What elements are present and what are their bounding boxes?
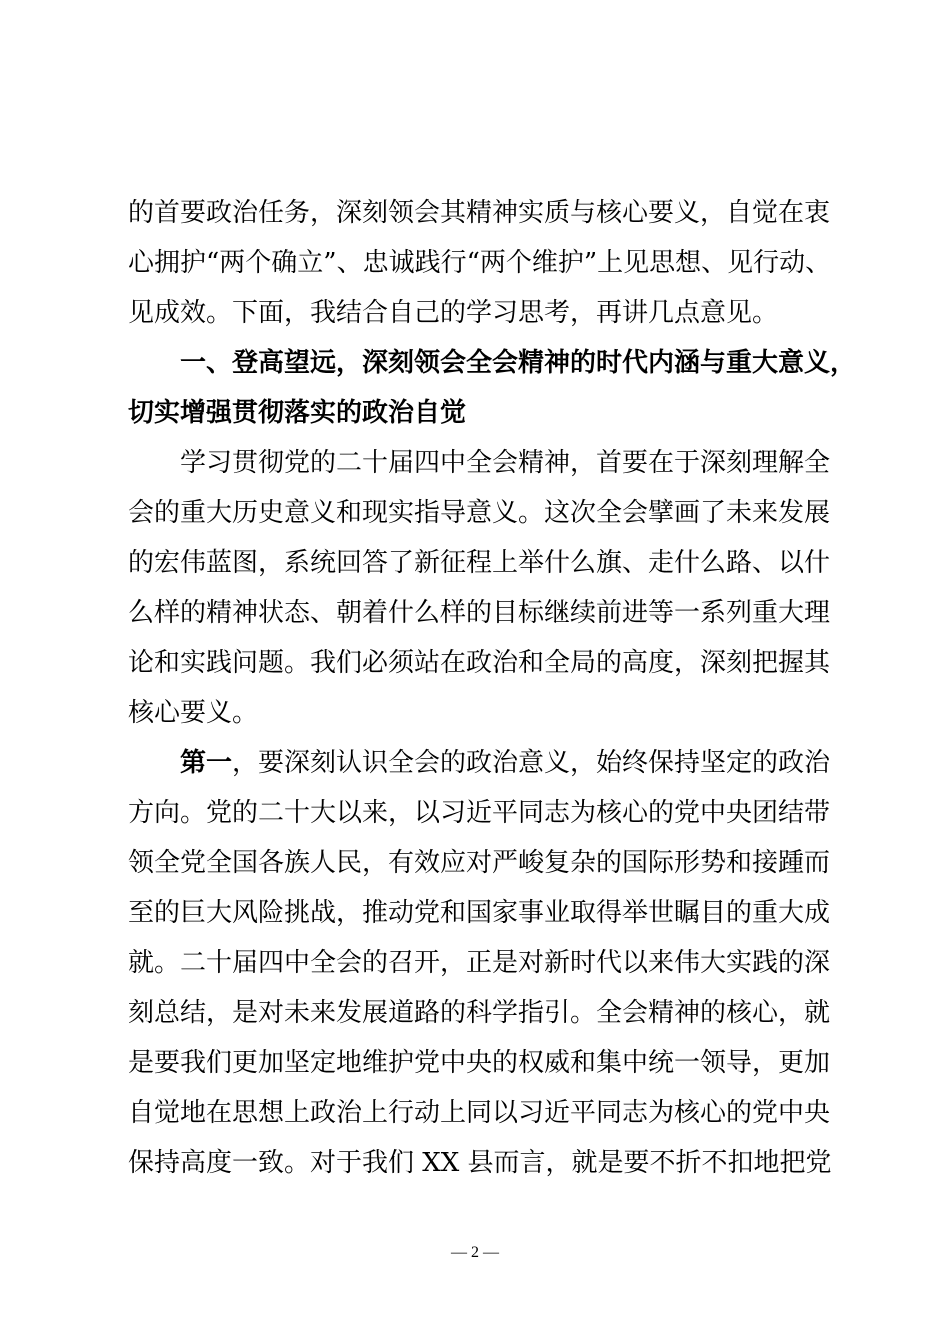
body-line: 领全党全国各族人民，有效应对严峻复杂的国际形势和接踵而 [128, 848, 831, 878]
point-label: 第一 [180, 748, 233, 778]
body-line: 自觉地在思想上政治上行动上同以习近平同志为核心的党中央 [128, 1098, 831, 1128]
body-line: 学习贯彻党的二十届四中全会精神，首要在于深刻理解全 [180, 448, 831, 478]
body-line: 刻总结，是对未来发展道路的科学指引。全会精神的核心，就 [128, 998, 831, 1028]
body-line: 见成效。下面，我结合自己的学习思考，再讲几点意见。 [128, 298, 779, 328]
body-line: 方向。党的二十大以来，以习近平同志为核心的党中央团结带 [128, 798, 831, 828]
body-line: 就。二十届四中全会的召开，正是对新时代以来伟大实践的深 [128, 948, 831, 978]
body-line: 论和实践问题。我们必须站在政治和全局的高度，深刻把握其 [128, 648, 831, 678]
body-line: 核心要义。 [128, 698, 259, 728]
body-line: 至的巨大风险挑战，推动党和国家事业取得举世瞩目的重大成 [128, 898, 831, 928]
body-line: 是要我们更加坚定地维护党中央的权威和集中统一领导，更加 [128, 1048, 831, 1078]
body-line: 么样的精神状态、朝着什么样的目标继续前进等一系列重大理 [128, 598, 831, 628]
body-text: ，要深刻认识全会的政治意义，始终保持坚定的政治 [232, 748, 831, 778]
page-number: — 2 — [451, 1244, 499, 1261]
body-line: 保持高度一致。对于我们 XX 县而言，就是要不折不扣地把党 [128, 1148, 832, 1178]
body-line [180, 738, 831, 788]
body-line: 会的重大历史意义和现实指导意义。这次全会擘画了未来发展 [128, 498, 831, 528]
body-line: 的宏伟蓝图，系统回答了新征程上举什么旗、走什么路、以什 [128, 548, 831, 578]
section-heading-line: 切实增强贯彻落实的政治自觉 [128, 398, 467, 428]
body-line: 心拥护“两个确立”、忠诚践行“两个维护”上见思想、见行动、 [128, 248, 832, 278]
section-heading-line: 一、登高望远，深刻领会全会精神的时代内涵与重大意义， [180, 348, 857, 378]
body-line: 的首要政治任务，深刻领会其精神实质与核心要义，自觉在衷 [128, 198, 831, 228]
